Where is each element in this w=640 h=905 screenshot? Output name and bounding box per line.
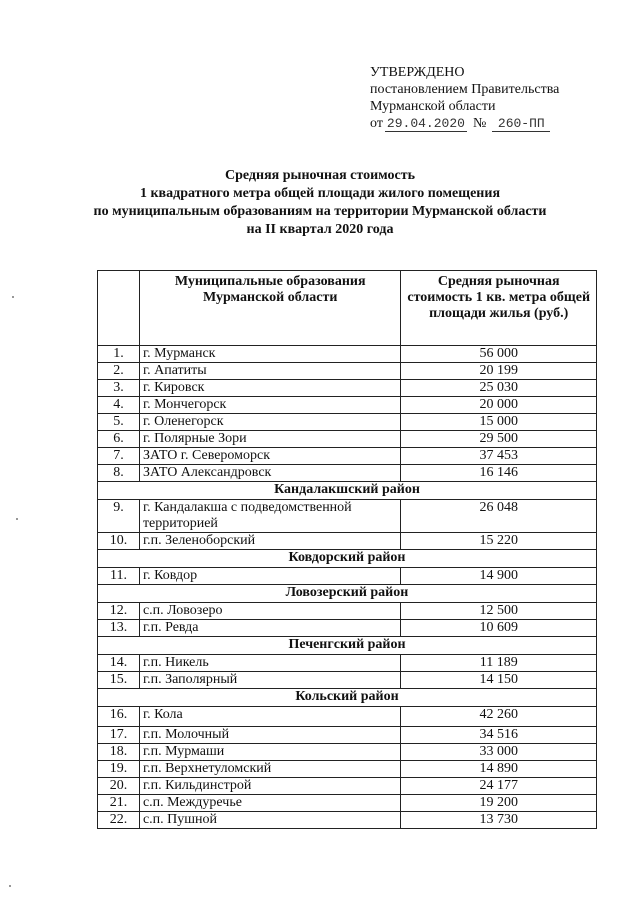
title-line-4: на II квартал 2020 года [246, 222, 394, 237]
row-name: г.п. Молочный [139, 727, 400, 744]
table-row [98, 761, 597, 778]
row-value: 16 146 [401, 465, 597, 482]
row-number: 17. [98, 727, 140, 744]
row-number: 22. [98, 812, 140, 829]
row-number: 10. [98, 533, 140, 550]
table-row [98, 397, 597, 414]
row-number: 1. [98, 346, 140, 363]
district-name: Кольский район [98, 689, 597, 707]
row-name: с.п. Междуречье [139, 795, 400, 812]
row-number: 21. [98, 795, 140, 812]
row-value: 14 900 [401, 568, 597, 585]
row-name: с.п. Ловозеро [139, 603, 400, 620]
document-title [60, 167, 580, 239]
district-name: Ловозерский район [98, 585, 597, 603]
row-name: ЗАТО г. Североморск [139, 448, 400, 465]
district-row [98, 550, 597, 568]
row-name: г.п. Заполярный [139, 672, 400, 689]
row-value: 14 150 [401, 672, 597, 689]
row-name: г. Кировск [139, 380, 400, 397]
row-name: г.п. Зеленоборский [139, 533, 400, 550]
approval-heading: УТВЕРЖДЕНО [370, 65, 465, 80]
title-line-2: 1 квадратного метра общей площади жилого помещения [139, 186, 501, 201]
row-value: 26 048 [401, 500, 597, 533]
district-name: Ковдорский район [98, 550, 597, 568]
scan-speck [12, 296, 14, 298]
district-row [98, 689, 597, 707]
table-row [98, 707, 597, 727]
table-row [98, 603, 597, 620]
row-name: г. Апатиты [139, 363, 400, 380]
district-row [98, 637, 597, 655]
row-value: 19 200 [401, 795, 597, 812]
approval-date-line [370, 115, 600, 132]
approval-line-2: Мурманской области [370, 99, 496, 114]
price-table [97, 270, 597, 829]
row-name: г.п. Верхнетуломский [139, 761, 400, 778]
row-name: г. Кандалакша с подведомственной территорией [139, 500, 400, 533]
row-name: г. Мончегорск [139, 397, 400, 414]
row-name: г. Ковдор [139, 568, 400, 585]
row-name: г. Мурманск [139, 346, 400, 363]
row-value: 15 220 [401, 533, 597, 550]
row-value: 20 199 [401, 363, 597, 380]
district-name: Кандалакшский район [98, 482, 597, 500]
row-name: г. Полярные Зори [139, 431, 400, 448]
table-row [98, 414, 597, 431]
row-value: 13 730 [401, 812, 597, 829]
table-row [98, 795, 597, 812]
scan-speck [16, 518, 18, 520]
row-number: 20. [98, 778, 140, 795]
row-name: г. Оленегорск [139, 414, 400, 431]
table-row [98, 568, 597, 585]
table-body [98, 346, 597, 829]
row-number: 16. [98, 707, 140, 727]
approval-line-1: постановлением Правительства [370, 82, 560, 97]
row-value: 10 609 [401, 620, 597, 637]
table-row [98, 533, 597, 550]
row-number: 2. [98, 363, 140, 380]
row-number: 18. [98, 744, 140, 761]
row-number: 11. [98, 568, 140, 585]
row-value: 29 500 [401, 431, 597, 448]
row-number: 4. [98, 397, 140, 414]
table-row [98, 431, 597, 448]
table-header-row [98, 271, 597, 346]
table-row [98, 346, 597, 363]
district-row [98, 585, 597, 603]
row-name: г. Кола [139, 707, 400, 727]
table-row [98, 448, 597, 465]
table-row [98, 363, 597, 380]
table-row [98, 465, 597, 482]
row-number: 3. [98, 380, 140, 397]
row-value: 24 177 [401, 778, 597, 795]
row-name: г.п. Ревда [139, 620, 400, 637]
table-row [98, 812, 597, 829]
approval-date: 29.04.2020 [386, 116, 465, 131]
row-value: 34 516 [401, 727, 597, 744]
row-number: 13. [98, 620, 140, 637]
row-number: 8. [98, 465, 140, 482]
approval-block [370, 64, 600, 132]
row-value: 12 500 [401, 603, 597, 620]
district-name: Печенгский район [98, 637, 597, 655]
district-row [98, 482, 597, 500]
row-name: ЗАТО Александровск [139, 465, 400, 482]
row-number: 7. [98, 448, 140, 465]
row-value: 15 000 [401, 414, 597, 431]
number-prefix: № [472, 116, 487, 131]
row-value: 25 030 [401, 380, 597, 397]
row-value: 37 453 [401, 448, 597, 465]
row-value: 20 000 [401, 397, 597, 414]
row-number: 19. [98, 761, 140, 778]
row-value: 33 000 [401, 744, 597, 761]
table-row [98, 380, 597, 397]
row-number: 14. [98, 655, 140, 672]
row-value: 56 000 [401, 346, 597, 363]
scan-speck [9, 885, 11, 887]
approval-number: 260-ПП [492, 117, 550, 132]
header-value: Средняя рыночная стоимость 1 кв. метра общей площади жилья (руб.) [401, 271, 597, 346]
table-row [98, 727, 597, 744]
row-number: 5. [98, 414, 140, 431]
table-row [98, 620, 597, 637]
row-name: г.п. Кильдинстрой [139, 778, 400, 795]
header-num [98, 271, 140, 346]
date-prefix: от [370, 116, 383, 131]
title-line-3: по муниципальным образованиям на территории Мурманской области [93, 204, 547, 219]
row-name: г.п. Никель [139, 655, 400, 672]
row-number: 6. [98, 431, 140, 448]
table-row [98, 778, 597, 795]
row-value: 42 260 [401, 707, 597, 727]
title-line-1: Средняя рыночная стоимость [225, 168, 415, 183]
row-number: 9. [98, 500, 140, 533]
row-value: 11 189 [401, 655, 597, 672]
row-name: г.п. Мурмаши [139, 744, 400, 761]
header-name: Муниципальные образования Мурманской области [139, 271, 400, 346]
row-number: 12. [98, 603, 140, 620]
table-row [98, 500, 597, 533]
row-value: 14 890 [401, 761, 597, 778]
row-number: 15. [98, 672, 140, 689]
table-row [98, 672, 597, 689]
table-row [98, 655, 597, 672]
row-name: с.п. Пушной [139, 812, 400, 829]
table-row [98, 744, 597, 761]
